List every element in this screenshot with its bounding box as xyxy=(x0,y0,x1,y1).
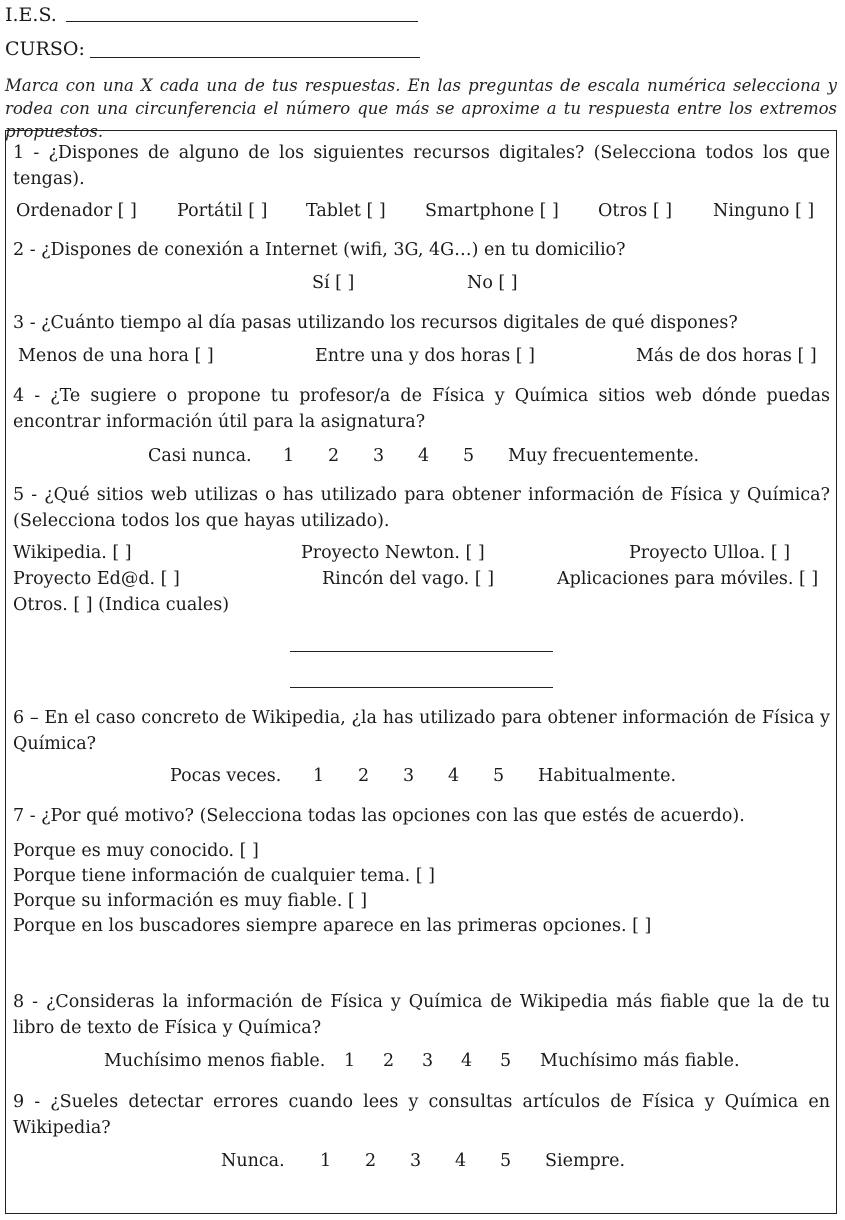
q6-scale-3[interactable]: 3 xyxy=(403,766,415,786)
q1-option-portatil[interactable]: Portátil [ ] xyxy=(177,201,268,221)
q3-option-mas-dos-horas[interactable]: Más de dos horas [ ] xyxy=(636,346,817,366)
q1-option-smartphone[interactable]: Smartphone [ ] xyxy=(425,201,559,221)
q6-scale-1[interactable]: 1 xyxy=(313,766,325,786)
q2-option-si[interactable]: Sí [ ] xyxy=(312,273,355,293)
question-3: 3 - ¿Cuánto tiempo al día pasas utilizando los recursos digitales de qué dispones? xyxy=(13,313,738,333)
q8-scale-low: Muchísimo menos fiable. xyxy=(104,1051,326,1071)
q9-scale-1[interactable]: 1 xyxy=(320,1151,332,1171)
q9-scale-2[interactable]: 2 xyxy=(365,1151,377,1171)
q5-otros-answer-line-2[interactable] xyxy=(290,687,553,688)
q1-option-otros[interactable]: Otros [ ] xyxy=(598,201,673,221)
q9-scale-low: Nunca. xyxy=(221,1151,285,1171)
question-1: 1 - ¿Dispones de alguno de los siguientes recursos digitales? (Selecciona todos los que tengas). xyxy=(13,143,830,189)
question-5: 5 - ¿Qué sitios web utilizas o has utilizado para obtener información de Física y Química? (Selecciona todos los que hayas utilizado). xyxy=(13,485,830,531)
q6-scale-high: Habitualmente. xyxy=(538,766,677,786)
question-7: 7 - ¿Por qué motivo? (Selecciona todas las opciones con las que estés de acuerdo). xyxy=(13,806,745,826)
q8-scale-4[interactable]: 4 xyxy=(461,1051,473,1071)
q1-option-ordenador[interactable]: Ordenador [ ] xyxy=(16,201,137,221)
q8-scale-5[interactable]: 5 xyxy=(500,1051,512,1071)
q4-scale-5[interactable]: 5 xyxy=(463,446,475,466)
q7-option-cualquier-tema[interactable]: Porque tiene información de cualquier tema. [ ] xyxy=(13,866,435,886)
q4-scale-low: Casi nunca. xyxy=(148,446,252,466)
instructions: Marca con una X cada una de tus respuestas. En las preguntas de escala numérica selecciona y rodea con una circunferencia el número que más se aproxime a tu respuesta entre los extremos propuestos. xyxy=(5,76,837,141)
q9-scale-high: Siempre. xyxy=(545,1151,626,1171)
curso-label: CURSO: xyxy=(5,38,85,60)
q8-scale-1[interactable]: 1 xyxy=(344,1051,356,1071)
question-8: 8 - ¿Consideras la información de Física y Química de Wikipedia más fiable que la de tu libro de texto de Física y Química? xyxy=(13,992,830,1038)
q9-scale-4[interactable]: 4 xyxy=(455,1151,467,1171)
q7-option-muy-conocido[interactable]: Porque es muy conocido. [ ] xyxy=(13,841,259,861)
q6-scale-low: Pocas veces. xyxy=(170,766,282,786)
q5-otros-answer-line-1[interactable] xyxy=(290,651,553,652)
q1-option-ninguno[interactable]: Ninguno [ ] xyxy=(713,201,815,221)
q5-option-otros[interactable]: Otros. [ ] (Indica cuales) xyxy=(13,595,230,615)
q9-scale-3[interactable]: 3 xyxy=(410,1151,422,1171)
q5-option-proyecto-ulloa[interactable]: Proyecto Ulloa. [ ] xyxy=(629,543,791,563)
q4-scale-high: Muy frecuentemente. xyxy=(508,446,700,466)
q5-option-proyecto-newton[interactable]: Proyecto Newton. [ ] xyxy=(301,543,485,563)
q5-option-aplicaciones-moviles[interactable]: Aplicaciones para móviles. [ ] xyxy=(557,569,819,589)
q4-scale-3[interactable]: 3 xyxy=(373,446,385,466)
q2-option-no[interactable]: No [ ] xyxy=(467,273,518,293)
q6-scale-4[interactable]: 4 xyxy=(448,766,460,786)
curso-field[interactable] xyxy=(90,57,420,58)
q5-option-proyecto-edad[interactable]: Proyecto Ed@d. [ ] xyxy=(13,569,180,589)
ies-field[interactable] xyxy=(66,21,418,22)
q5-option-rincon-del-vago[interactable]: Rincón del vago. [ ] xyxy=(322,569,495,589)
question-4: 4 - ¿Te sugiere o propone tu profesor/a de Física y Química sitios web dónde puedas encontrar información útil para la asignatura? xyxy=(13,386,830,432)
ies-label: I.E.S. xyxy=(5,4,57,26)
q9-scale-5[interactable]: 5 xyxy=(500,1151,512,1171)
question-2: 2 - ¿Dispones de conexión a Internet (wifi, 3G, 4G…) en tu domicilio? xyxy=(13,240,626,260)
q3-option-menos-una-hora[interactable]: Menos de una hora [ ] xyxy=(18,346,214,366)
q8-scale-high: Muchísimo más fiable. xyxy=(540,1051,740,1071)
q6-scale-5[interactable]: 5 xyxy=(493,766,505,786)
q4-scale-4[interactable]: 4 xyxy=(418,446,430,466)
q8-scale-3[interactable]: 3 xyxy=(422,1051,434,1071)
q4-scale-2[interactable]: 2 xyxy=(328,446,340,466)
q7-option-buscadores[interactable]: Porque en los buscadores siempre aparece en las primeras opciones. [ ] xyxy=(13,916,652,936)
q5-option-wikipedia[interactable]: Wikipedia. [ ] xyxy=(13,543,132,563)
q3-option-entre-una-dos[interactable]: Entre una y dos horas [ ] xyxy=(315,346,535,366)
q1-option-tablet[interactable]: Tablet [ ] xyxy=(306,201,386,221)
q7-option-muy-fiable[interactable]: Porque su información es muy fiable. [ ] xyxy=(13,891,368,911)
q8-scale-2[interactable]: 2 xyxy=(383,1051,395,1071)
q6-scale-2[interactable]: 2 xyxy=(358,766,370,786)
question-9: 9 - ¿Sueles detectar errores cuando lees y consultas artículos de Física y Química en Wikipedia? xyxy=(13,1092,830,1138)
question-6: 6 – En el caso concreto de Wikipedia, ¿la has utilizado para obtener información de Física y Química? xyxy=(13,708,830,754)
q4-scale-1[interactable]: 1 xyxy=(283,446,295,466)
